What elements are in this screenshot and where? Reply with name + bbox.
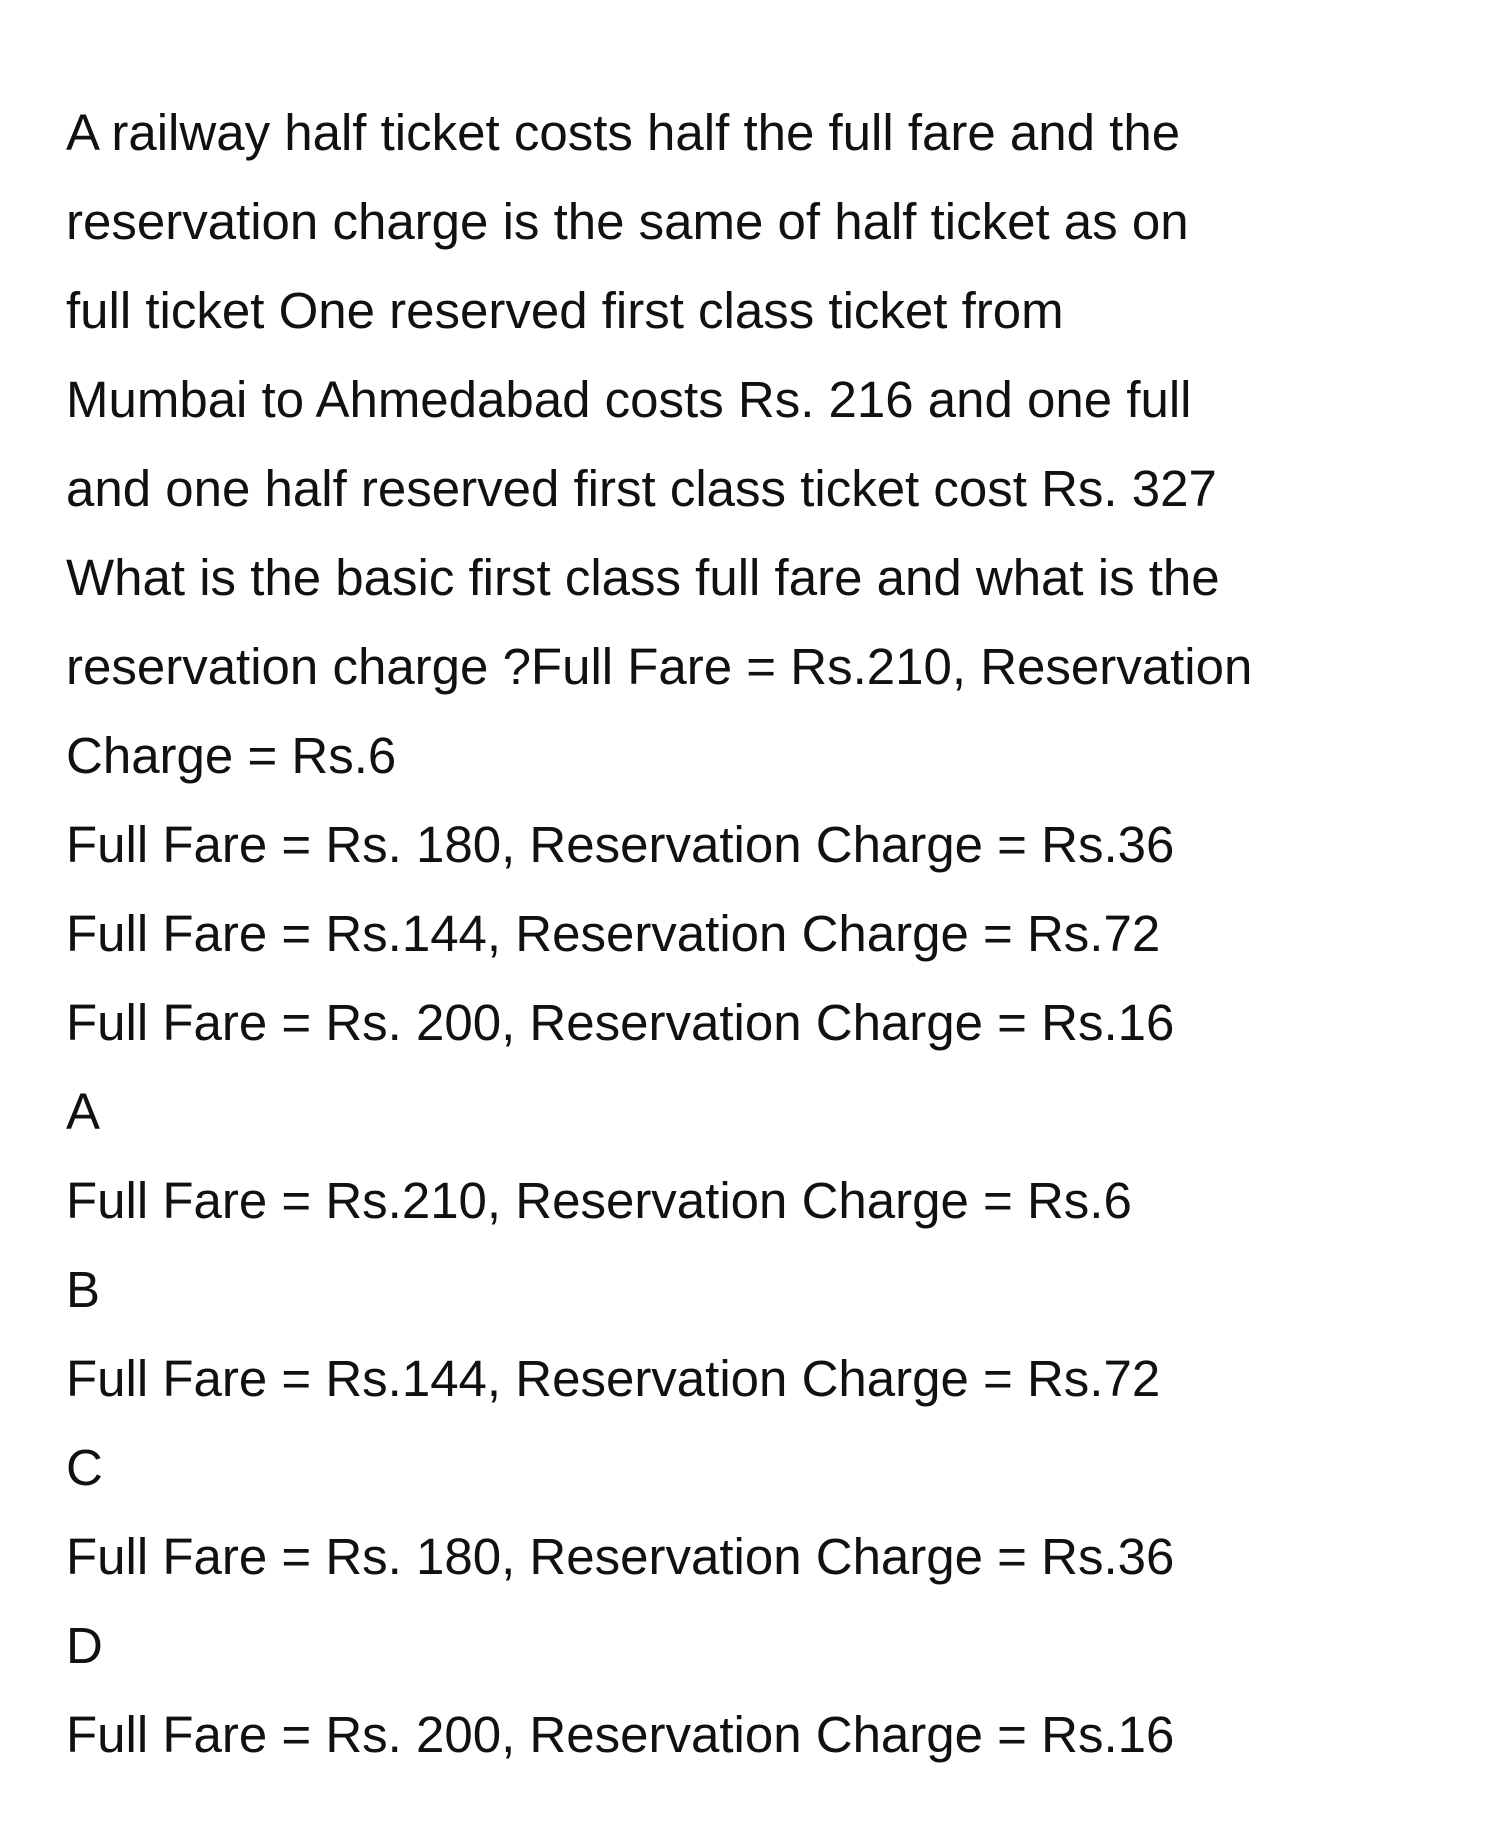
question-line: Charge = Rs.6 bbox=[66, 727, 397, 784]
choice-text: Full Fare = Rs. 200, Reservation Charge = Rs.16 bbox=[66, 1706, 1175, 1763]
question-text bbox=[66, 88, 1440, 800]
choice-c[interactable] bbox=[66, 1423, 1440, 1601]
inline-option: Full Fare = Rs. 180, Reservation Charge = Rs.36 bbox=[66, 816, 1175, 873]
question-line: A railway half ticket costs half the full fare and the bbox=[66, 104, 1181, 161]
question-line: full ticket One reserved first class ticket from bbox=[66, 282, 1064, 339]
choice-text: Full Fare = Rs.144, Reservation Charge = Rs.72 bbox=[66, 1350, 1161, 1407]
question-line: What is the basic first class full fare and what is the bbox=[66, 549, 1220, 606]
question-line: reservation charge ?Full Fare = Rs.210, Reservation bbox=[66, 638, 1253, 695]
question-line: reservation charge is the same of half ticket as on bbox=[66, 193, 1189, 250]
choice-letter: D bbox=[66, 1617, 103, 1674]
inline-options bbox=[66, 800, 1440, 1067]
inline-option: Full Fare = Rs. 200, Reservation Charge = Rs.16 bbox=[66, 994, 1175, 1051]
choice-letter: B bbox=[66, 1261, 101, 1318]
choice-d[interactable] bbox=[66, 1601, 1440, 1779]
inline-option: Full Fare = Rs.144, Reservation Charge = Rs.72 bbox=[66, 905, 1161, 962]
choice-text: Full Fare = Rs. 180, Reservation Charge = Rs.36 bbox=[66, 1528, 1175, 1585]
answer-choices bbox=[66, 1067, 1440, 1779]
choice-b[interactable] bbox=[66, 1245, 1440, 1423]
choice-a[interactable] bbox=[66, 1067, 1440, 1245]
choice-letter: A bbox=[66, 1083, 101, 1140]
question-line: Mumbai to Ahmedabad costs Rs. 216 and one full bbox=[66, 371, 1192, 428]
choice-letter: C bbox=[66, 1439, 103, 1496]
question-line: and one half reserved first class ticket cost Rs. 327 bbox=[66, 460, 1217, 517]
choice-text: Full Fare = Rs.210, Reservation Charge = Rs.6 bbox=[66, 1172, 1132, 1229]
